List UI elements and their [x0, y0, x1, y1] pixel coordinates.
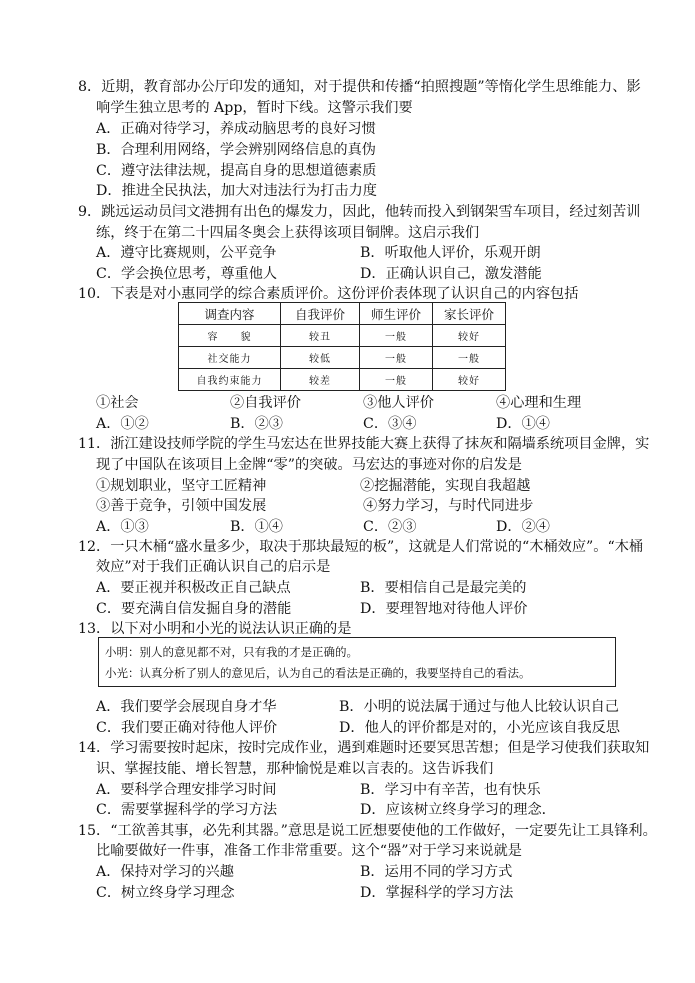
- table-cell: 较差: [281, 369, 360, 391]
- xiaoguang-statement: 小光：认真分析了别人的意见后，认为自己的看法是正确的，我要坚持自己的看法。: [105, 666, 531, 680]
- q12-option-d: D．要理智地对待他人评价: [360, 601, 528, 617]
- q14-option-a: A．要科学合理安排学习时间: [96, 782, 277, 798]
- table-header-row: [179, 303, 506, 325]
- q10-item-1: ①社会: [96, 395, 139, 411]
- q13-stem: 13．以下对小明和小光的说法认识正确的是: [78, 621, 352, 637]
- q13-option-c: C．我们要正确对待他人评价: [96, 720, 278, 736]
- table-header-cell: 家长评价: [433, 303, 506, 325]
- q11-option-d: D．②④: [496, 519, 550, 535]
- q8-stem-line1: 8．近期，教育部办公厅印发的通知，对于提供和传播“拍照搜题”等惰化学生思维能力、影: [78, 79, 641, 95]
- q10-item-2: ②自我评价: [230, 395, 301, 411]
- q14-stem-line1: 14．学习需要按时起床，按时完成作业，遇到难题时还要冥思苦想；但是学习使我们获取知: [78, 740, 650, 756]
- q8-option-b: B．合理利用网络，学会辨别网络信息的真伪: [96, 142, 376, 158]
- table-cell: 较低: [281, 347, 360, 369]
- table-cell: 容 貌: [179, 325, 281, 347]
- q9-option-b: B．听取他人评价，乐观开朗: [360, 245, 541, 261]
- q9-stem-line2: 练，终于在第二十四届冬奥会上获得该项目铜牌。这启示我们: [96, 225, 480, 241]
- table-cell: 一般: [360, 347, 433, 369]
- table-cell: 一般: [433, 347, 506, 369]
- q8-option-d: D．推进全民执法，加大对违法行为打击力度: [96, 183, 377, 199]
- q11-item-3: ③善于竞争，引领中国发展: [96, 498, 267, 514]
- q9-option-d: D．正确认识自己，激发潜能: [360, 266, 542, 282]
- q14-option-b: B．学习中有辛苦，也有快乐: [360, 782, 541, 798]
- q14-option-d: D．应该树立终身学习的理念．: [360, 802, 556, 818]
- dialogue-box: [98, 637, 616, 687]
- q11-item-2: ②挖掘潜能，实现自我超越: [360, 478, 531, 494]
- table-row: [179, 369, 506, 391]
- q11-item-4: ④努力学习，与时代同进步: [363, 498, 534, 514]
- table-cell: 社交能力: [179, 347, 281, 369]
- table-cell: 较好: [433, 325, 506, 347]
- q10-option-b: B．②③: [230, 416, 283, 432]
- table-cell: 一般: [360, 369, 433, 391]
- table-row: [179, 347, 506, 369]
- q11-stem-line2: 现了中国队在该项目上金牌“零”的突破。马宏达的事迹对你的启发是: [96, 457, 522, 473]
- table-cell: 较好: [433, 369, 506, 391]
- q15-option-b: B．运用不同的学习方式: [360, 864, 513, 880]
- table-header-cell: 调查内容: [179, 303, 281, 325]
- q10-option-a: A．①②: [96, 416, 149, 432]
- q11-item-1: ①规划职业，坚守工匠精神: [96, 478, 267, 494]
- q10-option-d: D．①④: [496, 416, 550, 432]
- q12-option-b: B．要相信自己是最完美的: [360, 580, 527, 596]
- xiaoming-statement: 小明：别人的意见都不对，只有我的才是正确的。: [105, 645, 358, 659]
- q11-option-a: A．①③: [96, 519, 149, 535]
- q12-stem-line2: 效应”对于我们正确认识自己的启示是: [96, 559, 331, 575]
- q9-option-a: A．遵守比赛规则，公平竞争: [96, 245, 277, 261]
- q11-option-b: B．①④: [230, 519, 283, 535]
- table-cell: 较丑: [281, 325, 360, 347]
- q10-item-3: ③他人评价: [363, 395, 434, 411]
- q14-stem-line2: 识、掌握技能、增长智慧，那种愉悦是难以言表的。这告诉我们: [96, 761, 494, 777]
- q9-option-c: C．学会换位思考，尊重他人: [96, 266, 278, 282]
- table-header-cell: 自我评价: [281, 303, 360, 325]
- table-cell: 自我约束能力: [179, 369, 281, 391]
- q9-stem-line1: 9．跳远运动员闫文港拥有出色的爆发力，因此，他转而投入到钢架雪车项目，经过刻苦训: [78, 204, 641, 220]
- q12-option-c: C．要充满自信发掘自身的潜能: [96, 601, 292, 617]
- q12-stem-line1: 12．一只木桶“盛水量多少，取决于那块最短的板”，这就是人们常说的“木桶效应”。“木桶: [78, 539, 644, 555]
- q15-stem-line2: 比喻要做好一件事，准备工作非常重要。这个“器”对于学习来说就是: [96, 843, 522, 859]
- q15-stem-line1: 15．“工欲善其事，必先利其器。”意思是说工匠想要使他的工作做好，一定要先让工具锋利。: [78, 823, 657, 839]
- q10-stem: 10．下表是对小惠同学的综合素质评价。这份评价表体现了认识自己的内容包括: [78, 286, 579, 302]
- q11-option-c: C．②③: [363, 519, 417, 535]
- q8-stem-line2: 响学生独立思考的 App，暂时下线。这警示我们要: [96, 100, 413, 116]
- q8-option-a: A．正确对待学习，养成动脑思考的良好习惯: [96, 121, 376, 137]
- q15-option-c: C．树立终身学习理念: [96, 885, 235, 901]
- q15-option-a: A．保持对学习的兴趣: [96, 864, 234, 880]
- q13-option-b: B．小明的说法属于通过与他人比较认识自己: [339, 699, 619, 715]
- table-cell: 一般: [360, 325, 433, 347]
- q12-option-a: A．要正视并积极改正自己缺点: [96, 580, 291, 596]
- q11-stem-line1: 11．浙江建设技师学院的学生马宏达在世界技能大赛上获得了抹灰和隔墙系统项目金牌，实: [78, 436, 650, 452]
- table-row: [179, 325, 506, 347]
- q14-option-c: C．需要掌握科学的学习方法: [96, 802, 278, 818]
- q8-option-c: C．遵守法律法规，提高自身的思想道德素质: [96, 163, 377, 179]
- q10-option-c: C．③④: [363, 416, 417, 432]
- q15-option-d: D．掌握科学的学习方法: [360, 885, 514, 901]
- q13-option-a: A．我们要学会展现自身才华: [96, 699, 277, 715]
- table-header-cell: 师生评价: [360, 303, 433, 325]
- q13-option-d: D．他人的评价都是对的，小光应该自我反思: [339, 720, 620, 736]
- evaluation-table: [178, 302, 506, 391]
- q10-item-4: ④心理和生理: [496, 395, 582, 411]
